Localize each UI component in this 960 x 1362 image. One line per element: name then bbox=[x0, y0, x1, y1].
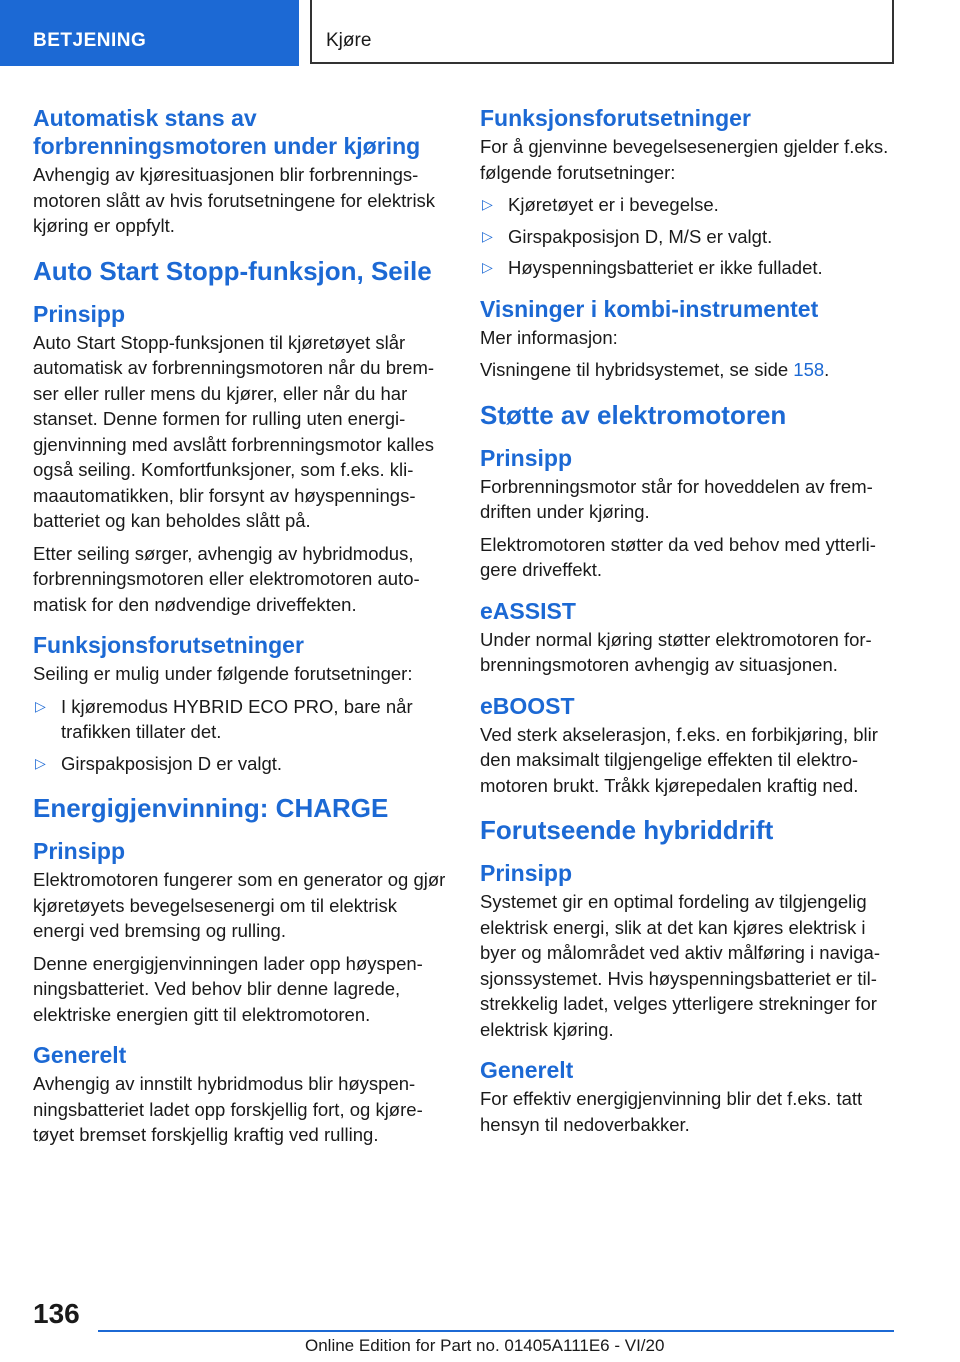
page-reference-link[interactable]: 158 bbox=[793, 359, 825, 380]
triangle-bullet-icon: ▷ bbox=[482, 227, 493, 244]
list-funksjon bbox=[480, 192, 896, 281]
footer-divider bbox=[98, 1330, 894, 1332]
paragraph-charge-prinsipp-2: Denne energigjenvinningen lader opp høyspenningsbatteriet. Ved behov blir denne lagrede, elektriske energien gitt til elektromotoren. bbox=[33, 952, 423, 1025]
heading-funksjon: Funksjonsforutsetninger bbox=[480, 105, 751, 131]
triangle-bullet-icon: ▷ bbox=[35, 697, 46, 714]
section-tab bbox=[0, 0, 299, 66]
heading-fhd-generelt: Generelt bbox=[480, 1057, 574, 1083]
triangle-bullet-icon: ▷ bbox=[482, 196, 493, 212]
chapter-tab bbox=[310, 0, 894, 64]
paragraph-eboost: Ved sterk akselerasjon, f.eks. en forbikjøring, blir den maksimalt tilgjengelige effekten til elektromotoren brukt. Tråkk kjørepedalen kraftig ned. bbox=[480, 723, 878, 796]
paragraph-charge-prinsipp-1: Elektromotoren fungerer som en generator og gjør kjøretøyets bevegelsesenergi om til elektrisk energi ved bremsing og rulling. bbox=[33, 869, 446, 941]
heading-auto-stop: Automatisk stans av forbrenningsmotoren under kjøring bbox=[33, 105, 421, 159]
paragraph-visninger-2: Visningene til hybridsystemet, se side 158. bbox=[480, 359, 830, 380]
paragraph-ass-prinsipp-1: Auto Start Stopp-funksjonen til kjøretøyet slår automatisk av forbrenningsmotoren når du bremser eller ruller mens du kjører, eller når du har stanset. Denne formen for rulling uten energigjenvinning med avslått forbrenningsmotor kalles også seiling. Komfortfunksjoner, som f.eks. klimaautomatikken, blir forsynt av høyspenningsbatteriet og kan beholdes slått på. bbox=[33, 331, 435, 531]
heading-forutseende: Forutseende hybriddrift bbox=[480, 815, 774, 845]
paragraph-auto-stop: Avhengig av kjøresituasjonen blir forbrenningsmotoren slått av hvis forutsetningene for elektrisk kjøring er oppfylt. bbox=[33, 164, 436, 236]
heading-fhd-prinsipp: Prinsipp bbox=[480, 860, 573, 886]
page-number: 136 bbox=[33, 1298, 80, 1329]
left-column bbox=[33, 104, 451, 1155]
list-item: ▷ I kjøremodus HYBRID ECO PRO, bare når trafikken tillater det. bbox=[35, 695, 413, 742]
paragraph-stotte-prinsipp-2: Elektromotoren støtter da ved behov med ytterligere driveffekt. bbox=[480, 533, 876, 580]
paragraph-funksjon-intro: For å gjenvinne bevegelsesenergien gjelder f.eks. følgende forutsetninger: bbox=[480, 136, 889, 183]
list-item: ▷ Girspakposisjon D er valgt. bbox=[33, 751, 451, 777]
heading-visninger: Visninger i kombi-instrumentet bbox=[480, 295, 819, 322]
paragraph-charge-generelt: Avhengig av innstilt hybridmodus blir høyspenningsbatteriet ladet opp forskjellig fort, og kjøretøyet bremset forskjellig kraftig ved rulling. bbox=[33, 1073, 423, 1145]
section-tab-label: BETJENING bbox=[33, 30, 147, 51]
paragraph-fhd-prinsipp: Systemet gir en optimal fordeling av tilgjengelig elektrisk energi, slik at det kan kjøres elektrisk i byer og målområdet ved aktiv målføring i navigasjonssystemet. Hvis høyspenningsbatteriet er tilstrekkelig ladet, velges ytterligere strekninger for elektrisk kjøring. bbox=[480, 891, 880, 1040]
heading-stotte: Støtte av elektromotoren bbox=[480, 399, 787, 430]
heading-stotte-prinsipp: Prinsipp bbox=[480, 444, 573, 471]
chapter-tab-label: Kjøre bbox=[326, 30, 372, 51]
list-item: ▷ Høyspenningsbatteriet er ikke fulladet. bbox=[480, 255, 896, 281]
paragraph-eassist: Under normal kjøring støtter elektromotoren forbrenningsmotoren avhengig av situasjonen. bbox=[480, 628, 872, 675]
list-ass-funksjon bbox=[33, 694, 451, 777]
heading-charge-prinsipp: Prinsipp bbox=[33, 838, 126, 864]
paragraph-visninger-1: Mer informasjon: bbox=[480, 326, 618, 348]
heading-eassist: eASSIST bbox=[480, 597, 576, 624]
heading-charge: Energigjenvinning: CHARGE bbox=[33, 793, 389, 823]
heading-charge-generelt: Generelt bbox=[33, 1042, 127, 1068]
heading-ass-prinsipp: Prinsipp bbox=[33, 300, 126, 327]
list-item: ▷ Kjøretøyet er i bevegelse. bbox=[480, 192, 896, 218]
heading-auto-start-stopp: Auto Start Stopp-funksjon, Seile bbox=[33, 255, 432, 286]
paragraph-ass-prinsipp-2: Etter seiling sørger, avhengig av hybridmodus, forbrenningsmotoren eller elektromotoren automatisk for den nødvendige driveffekten. bbox=[33, 542, 420, 615]
right-column bbox=[480, 104, 896, 1144]
list-item: ▷ Girspakposisjon D, M/S er valgt. bbox=[480, 224, 896, 250]
footer-edition: Online Edition for Part no. 01405A111E6 - VI/20 bbox=[305, 1336, 665, 1355]
triangle-bullet-icon: ▷ bbox=[482, 259, 493, 275]
heading-ass-funksjon: Funksjonsforutsetninger bbox=[33, 632, 304, 658]
paragraph-stotte-prinsipp-1: Forbrenningsmotor står for hoveddelen av fremdriften under kjøring. bbox=[480, 475, 873, 522]
paragraph-fhd-generelt: For effektiv energigjenvinning blir det f.eks. tatt hensyn til nedoverbakker. bbox=[480, 1088, 863, 1135]
triangle-bullet-icon: ▷ bbox=[35, 754, 46, 771]
paragraph-ass-funksjon-intro: Seiling er mulig under følgende forutsetninger: bbox=[33, 663, 413, 684]
heading-eboost: eBOOST bbox=[480, 692, 575, 719]
